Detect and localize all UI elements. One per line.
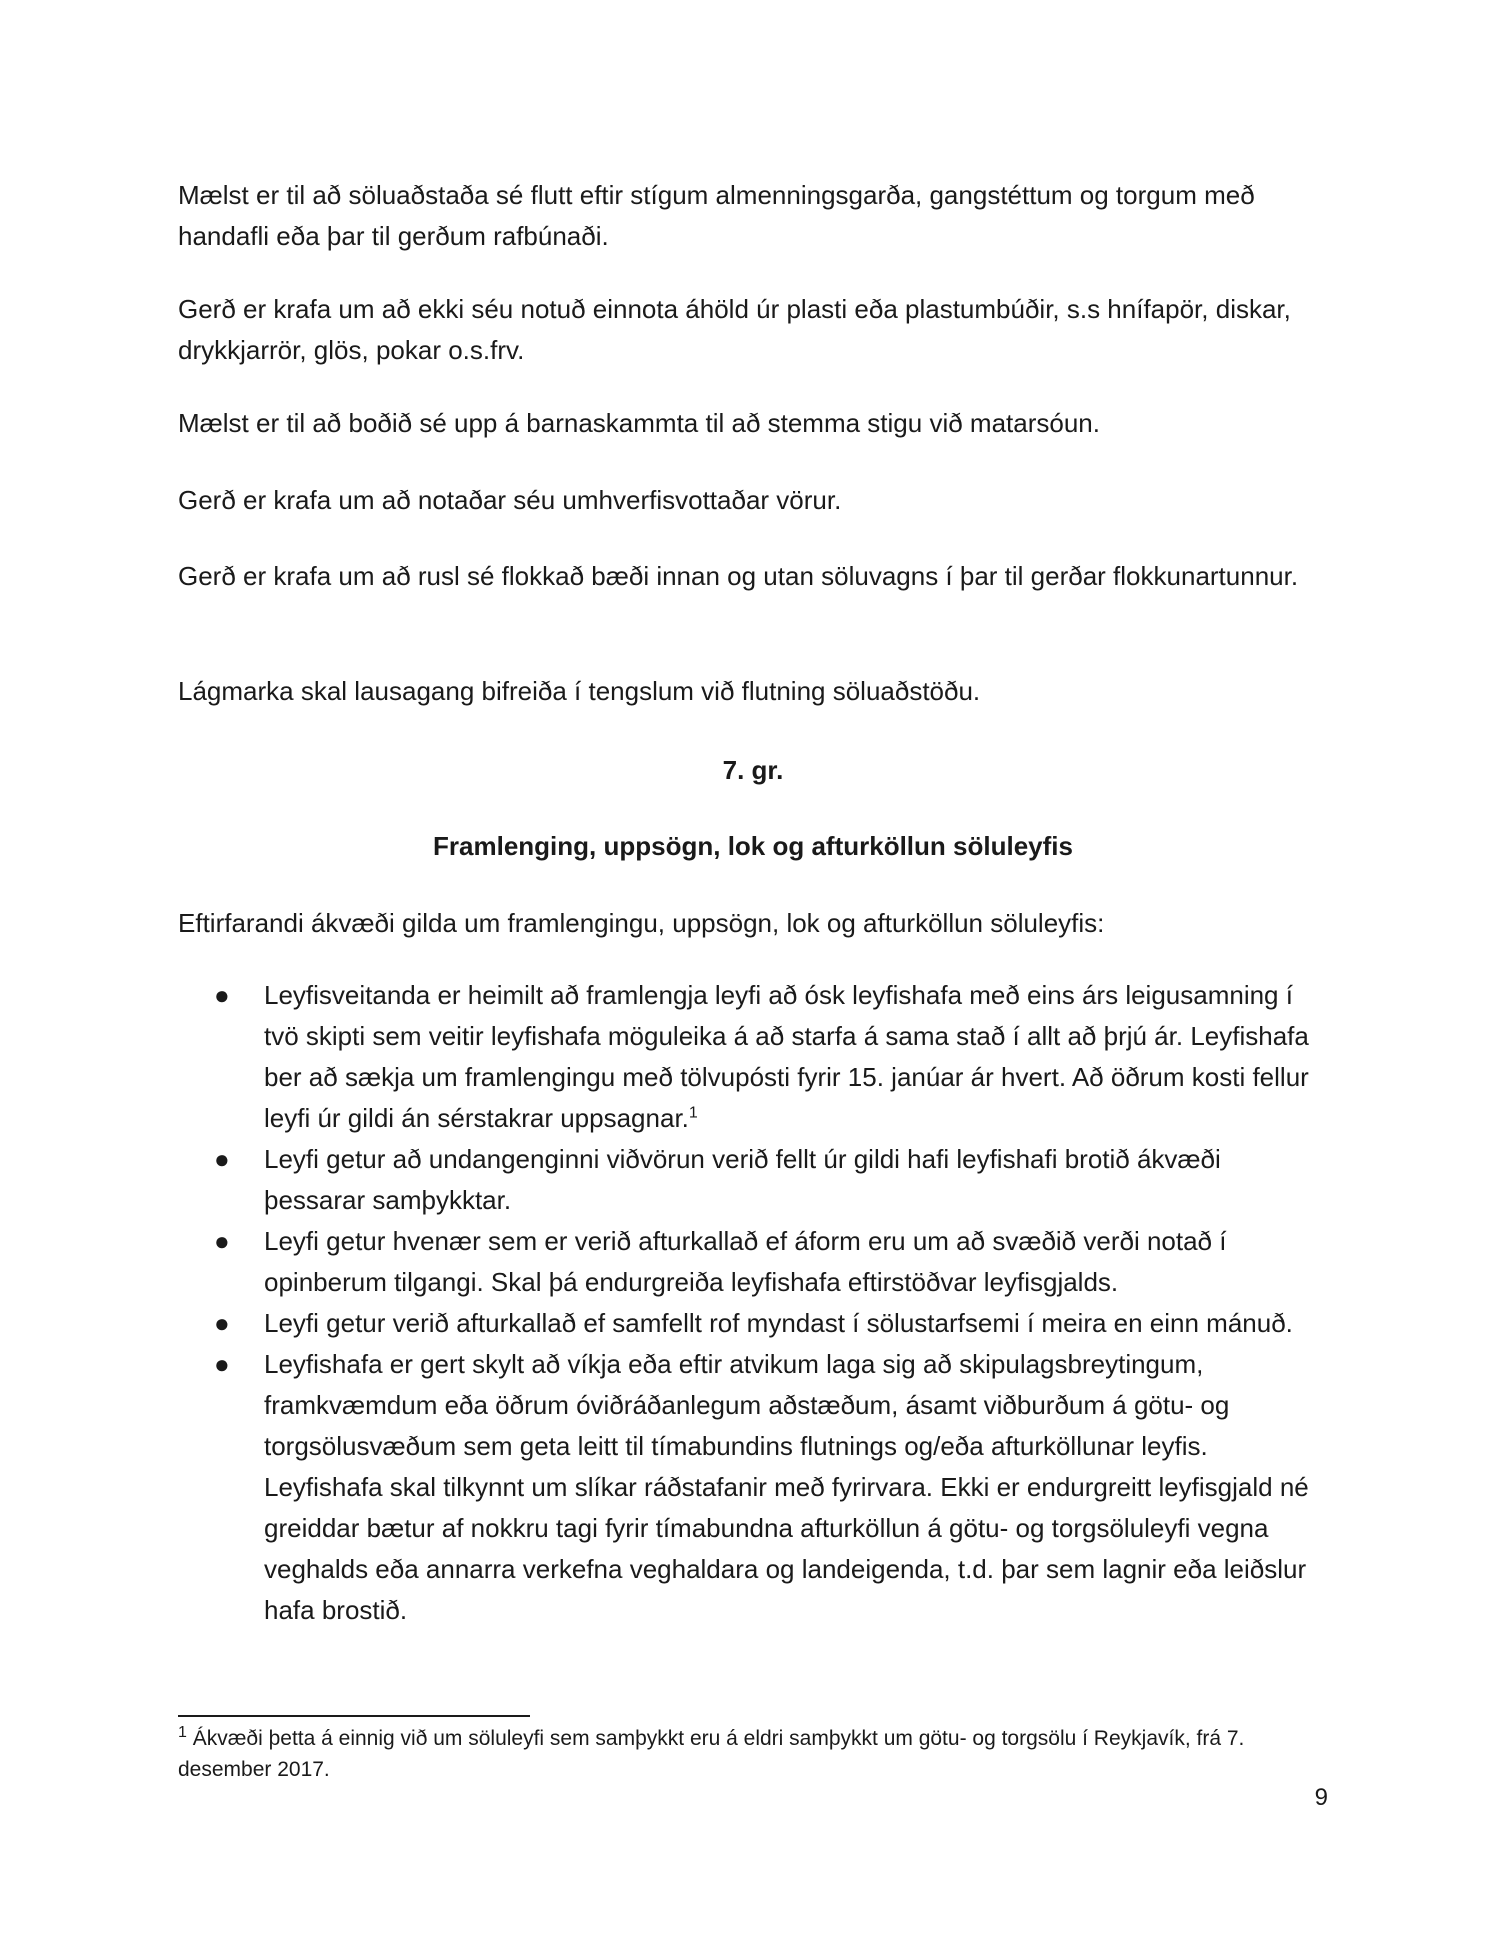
footnote [178, 1723, 1328, 1785]
footnote-marker: 1 [178, 1724, 187, 1741]
list-item [178, 1139, 1328, 1221]
bullet-icon: ● [214, 1144, 230, 1174]
paragraph-waste-sorting: Gerð er krafa um að rusl sé flokkað bæði innan og utan söluvagns í þar til gerðar flokkunartunnur. [178, 561, 1299, 591]
paragraph-plastic: Gerð er krafa um að ekki séu notuð einnota áhöld úr plasti eða plastumbúðir, s.s hnífapör, diskar, drykkjarrör, glös, pokar o.s.frv. [178, 294, 1291, 365]
list-item-text: Leyfi getur verið afturkallað ef samfellt rof myndast í sölustarfsemi í meira en einn mánuð. [264, 1308, 1293, 1338]
list-item [178, 1303, 1328, 1344]
footnote-reference[interactable]: 1 [688, 1104, 698, 1122]
list-item [178, 975, 1328, 1139]
document-page [178, 0, 1328, 1942]
page-number: 9 [1314, 1784, 1328, 1811]
list-item [178, 1344, 1328, 1631]
list-item-text: Leyfisveitanda er heimilt að framlengja leyfi að ósk leyfishafa með eins árs leigusamning í tvö skipti sem veitir leyfishafa möguleika á að starfa á sama stað í allt að þrjú ár. Leyfishafa ber að sækja um framlengingu með tölvupósti fyrir 15. janúar ár hvert. Að öðrum kosti fellur leyfi úr gildi án sérstakrar uppsagnar. [264, 980, 1309, 1133]
section-title: Framlenging, uppsögn, lok og afturköllun söluleyfis [433, 831, 1073, 861]
section-number: 7. gr. [722, 755, 784, 785]
footnote-divider [178, 1715, 530, 1717]
section-intro: Eftirfarandi ákvæði gilda um framlengingu, uppsögn, lok og afturköllun söluleyfis: [178, 908, 1105, 938]
list-item-text: Leyfishafa er gert skylt að víkja eða eftir atvikum laga sig að skipulagsbreytingum, framkvæmdum eða öðrum óviðráðanlegum aðstæðum, ásamt viðburðum á götu- og torgsölusvæðum sem geta leitt til tímabundins flutnings og/eða afturköllunar leyfis. Leyfishafa skal tilkynnt um slíkar ráðstafanir með fyrirvara. Ekki er endurgreitt leyfisgjald né greiddar bætur af nokkru tagi fyrir tímabundna afturköllun á götu- og torgsöluleyfi vegna veghalds eða annarra verkefna veghaldara og landeigenda, t.d. þar sem lagnir eða leiðslur hafa brostið. [264, 1349, 1309, 1625]
bullet-icon: ● [214, 1349, 230, 1379]
paragraph-relocation: Mælst er til að söluaðstaða sé flutt eftir stígum almenningsgarða, gangstéttum og torgum með handafli eða þar til gerðum rafbúnaði. [178, 180, 1255, 251]
list-item-text: Leyfi getur að undangenginni viðvörun verið fellt úr gildi hafi leyfishafi brotið ákvæði þessarar samþykktar. [264, 1144, 1221, 1215]
footnote-text: Ákvæði þetta á einnig við um söluleyfi sem samþykkt eru á eldri samþykkt um götu- og torgsölu í Reykjavík, frá 7. desember 2017. [178, 1727, 1245, 1781]
paragraph-eco-products: Gerð er krafa um að notaðar séu umhverfisvottaðar vörur. [178, 485, 842, 515]
list-item-text: Leyfi getur hvenær sem er verið afturkallað ef áform eru um að svæðið verði notað í opinberum tilgangi. Skal þá endurgreiða leyfishafa eftirstöðvar leyfisgjalds. [264, 1226, 1227, 1297]
paragraph-child-portions: Mælst er til að boðið sé upp á barnaskammta til að stemma stigu við matarsóun. [178, 408, 1100, 438]
list-item [178, 1221, 1328, 1303]
bullet-icon: ● [214, 1308, 230, 1338]
paragraph-idling: Lágmarka skal lausagang bifreiða í tengslum við flutning söluaðstöðu. [178, 676, 981, 706]
bullet-icon: ● [214, 980, 230, 1010]
bullet-icon: ● [214, 1226, 230, 1256]
bullet-list [178, 975, 1328, 1631]
